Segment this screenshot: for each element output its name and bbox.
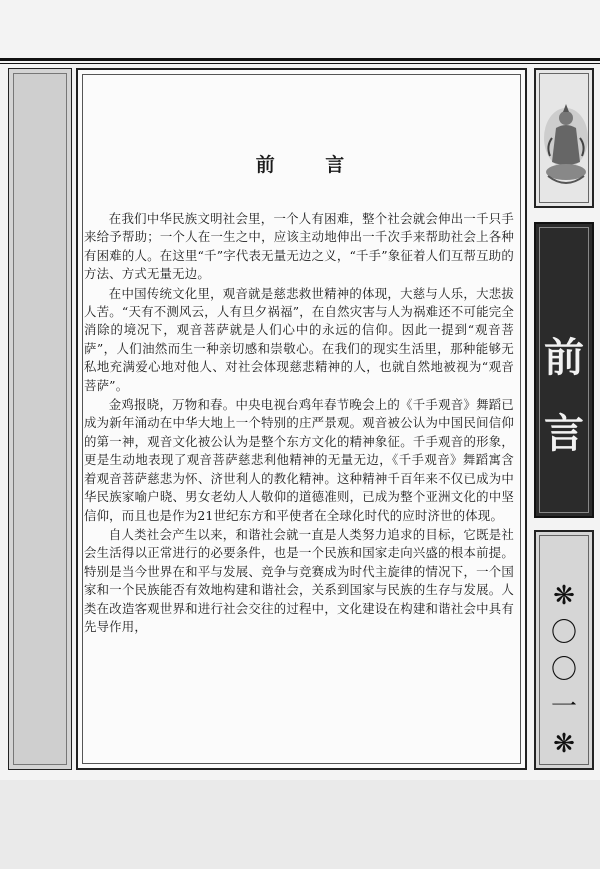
paragraph-4: 自人类社会产生以来，和谐社会就一直是人类努力追求的目标，它既是社会生活得以正常进行的必要条件，也是一个民族和国家走向兴盛的根本前提。特别是当今世界在和平与发展、竞争与竞赛成为时代主旋律的情况下，一个国家和一个民族能否有效地构建和谐社会，关系到国家与民族的生存与发展。人类在改造客观世界和进行社会交往的过程中，文化建设在构建和谐社会中具有先导作用， [84,526,514,634]
page-bottom-margin [0,780,600,869]
top-rule-thin [0,63,600,64]
page-number-ornament-bottom: ❋ [553,729,575,759]
side-title [536,320,592,472]
guanyin-illustration-box [534,68,594,208]
side-title-char-2: 言 [544,410,584,457]
side-title-char-1: 前 [544,334,584,381]
page-title: 前 言 [255,154,367,176]
side-title-panel [534,222,594,518]
page-number-ornament-top: ❋ [553,581,575,611]
page-number-digit-3: 一 [550,692,577,722]
page-number-panel [534,530,594,770]
paragraph-1: 在我们中华民族文明社会里，一个人有困难，整个社会就会伸出一千只手来给予帮助；一个人在一生之中，应该主动地伸出一千次手来帮助社会上各种有困难的人。在这里“千”字代表无量无边之义，“千手”象征着人们互帮互助的方法、方式无量无边。 [84,211,514,282]
body-text [84,210,514,637]
top-rule [0,58,600,61]
page-number-digit-1: 〇 [550,618,577,648]
paragraph-3: 金鸡报晓，万物和春。中央电视台鸡年春节晚会上的《千手观音》舞蹈已成为新年涌动在中华大地上一个特别的庄严景观。观音被公认为中国民间信仰的第一神，观音文化被公认为是整个东方文化的精神象征。千手观音的形象，更是生动地表现了观音菩萨慈悲利他精神的无量无边，《千手观音》舞蹈寓含着观音菩萨慈悲为怀、济世利人的教化精神。这种精神千百年来不仅已成为中华民族家喻户晓、男女老幼人人敬仰的道德准则，已成为整个亚洲文化的中坚信仰，而且也是作为21世纪东方和平使者在全球化时代的应时济世的体现。 [84,397,514,523]
guanyin-figure-icon [542,98,590,194]
page-number [536,578,592,763]
page-number-digit-2: 〇 [550,655,577,685]
paragraph-2: 在中国传统文化里，观音就是慈悲救世精神的体现，大慈与人乐，大悲拔人苦。“天有不测风云，人有旦夕祸福”，在自然灾害与人为祸难还不可能完全消除的境况下，观音菩萨就是人们心中的永远的信仰。因此一提到“观音菩萨”，人们油然而生一种亲切感和崇敬心。在我们的现实生活里，那种能够无私地充满爱心地对他人、对社会体现慈悲精神的人，也就自然地被视为“观音菩萨”。 [84,285,514,393]
